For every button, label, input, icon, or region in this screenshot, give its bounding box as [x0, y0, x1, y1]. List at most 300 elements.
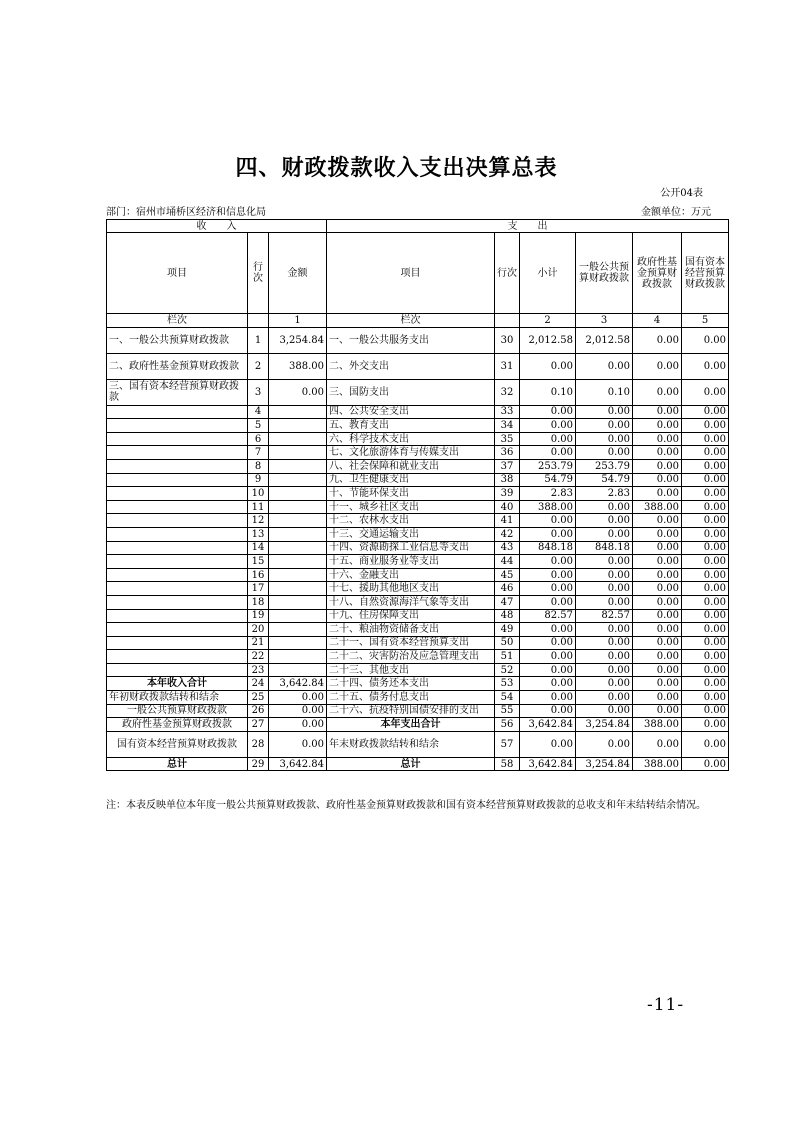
table-row [107, 757, 729, 771]
table-row [107, 541, 729, 555]
income-item: 年初财政拨款结转和结余 [107, 691, 248, 705]
fund-budget-value: 0.00 [633, 704, 682, 718]
table-row [107, 327, 729, 353]
state-capital-value: 0.00 [682, 446, 729, 460]
expense-line: 51 [495, 650, 520, 664]
income-item [107, 419, 248, 433]
income-amount [269, 514, 327, 528]
income-amount: 3,254.84 [269, 327, 327, 353]
column-index-label: 栏次 [107, 314, 248, 328]
expense-item: 十四、资源勘探工业信息等支出 [327, 541, 495, 555]
expense-line: 34 [495, 419, 520, 433]
income-line-header: 行次 [248, 233, 269, 314]
subtotal-value: 54.79 [520, 473, 576, 487]
income-line: 20 [248, 623, 269, 637]
income-item [107, 473, 248, 487]
subtotal-value: 0.00 [520, 432, 576, 446]
fund-budget-value: 0.00 [633, 487, 682, 501]
state-capital-value: 0.00 [682, 650, 729, 664]
subtotal-value: 82.57 [520, 609, 576, 623]
fund-budget-value: 0.00 [633, 379, 682, 405]
table-row [107, 691, 729, 705]
subtotal-value: 0.00 [520, 636, 576, 650]
income-item [107, 595, 248, 609]
fund-budget-value: 0.00 [633, 623, 682, 637]
general-budget-value: 253.79 [576, 459, 633, 473]
expense-item: 总计 [327, 757, 495, 771]
expense-item: 十一、城乡社区支出 [327, 500, 495, 514]
general-budget-header: 一般公共预算财政拨款 [576, 233, 633, 314]
table-row [107, 500, 729, 514]
general-budget-value: 82.57 [576, 609, 633, 623]
income-item [107, 500, 248, 514]
fund-budget-value: 0.00 [633, 459, 682, 473]
income-amount [269, 555, 327, 569]
expense-line: 49 [495, 623, 520, 637]
expense-line: 41 [495, 514, 520, 528]
general-budget-value: 0.00 [576, 582, 633, 596]
table-row [107, 473, 729, 487]
state-capital-value: 0.00 [682, 555, 729, 569]
subtotal-value: 0.00 [520, 663, 576, 677]
table-row [107, 663, 729, 677]
fund-budget-value: 0.00 [633, 650, 682, 664]
income-line: 21 [248, 636, 269, 650]
state-capital-value: 0.00 [682, 459, 729, 473]
general-budget-value: 3,254.84 [576, 757, 633, 771]
state-capital-value: 0.00 [682, 500, 729, 514]
expense-item: 七、文化旅游体育与传媒支出 [327, 446, 495, 460]
subtotal-value: 253.79 [520, 459, 576, 473]
expense-line: 45 [495, 568, 520, 582]
income-amount [269, 623, 327, 637]
subtotal-value: 3,642.84 [520, 757, 576, 771]
income-item [107, 432, 248, 446]
subtotal-value: 2,012.58 [520, 327, 576, 353]
income-item [107, 514, 248, 528]
expense-line: 48 [495, 609, 520, 623]
income-item: 政府性基金预算财政拨款 [107, 718, 248, 732]
expense-line: 31 [495, 353, 520, 379]
fund-budget-value: 388.00 [633, 757, 682, 771]
income-item [107, 527, 248, 541]
income-item [107, 636, 248, 650]
general-budget-value: 0.00 [576, 555, 633, 569]
income-line: 28 [248, 731, 269, 757]
income-line: 5 [248, 419, 269, 433]
income-item [107, 555, 248, 569]
income-item: 总计 [107, 757, 248, 771]
income-line: 13 [248, 527, 269, 541]
expense-line: 54 [495, 691, 520, 705]
subtotal-value: 388.00 [520, 500, 576, 514]
expense-line: 39 [495, 487, 520, 501]
income-line: 24 [248, 677, 269, 691]
fund-budget-value: 0.00 [633, 582, 682, 596]
expense-item: 十九、住房保障支出 [327, 609, 495, 623]
column-index: 3 [576, 314, 633, 328]
subtotal-value: 0.10 [520, 379, 576, 405]
table-row [107, 582, 729, 596]
general-budget-value: 54.79 [576, 473, 633, 487]
table-row [107, 595, 729, 609]
general-budget-value: 0.00 [576, 500, 633, 514]
income-item [107, 650, 248, 664]
income-amount [269, 636, 327, 650]
fund-budget-value: 0.00 [633, 595, 682, 609]
income-line: 3 [248, 379, 269, 405]
expense-line: 55 [495, 704, 520, 718]
subtotal-value: 0.00 [520, 419, 576, 433]
table-row [107, 650, 729, 664]
state-capital-value: 0.00 [682, 473, 729, 487]
expense-header: 支 出 [327, 220, 729, 233]
general-budget-value: 0.00 [576, 623, 633, 637]
general-budget-value: 0.00 [576, 636, 633, 650]
column-index-label: 栏次 [327, 314, 495, 328]
income-amount [269, 595, 327, 609]
fund-budget-value: 0.00 [633, 473, 682, 487]
expense-item: 十三、交通运输支出 [327, 527, 495, 541]
general-budget-value: 0.00 [576, 677, 633, 691]
column-index: 1 [269, 314, 327, 328]
expense-item: 年末财政拨款结转和结余 [327, 731, 495, 757]
subtotal-value: 0.00 [520, 527, 576, 541]
state-capital-value: 0.00 [682, 527, 729, 541]
expense-item: 三、国防支出 [327, 379, 495, 405]
subtotal-value: 0.00 [520, 650, 576, 664]
income-item: 国有资本经营预算财政拨款 [107, 731, 248, 757]
expense-item-header: 项目 [327, 233, 495, 314]
income-amount [269, 432, 327, 446]
table-row [107, 527, 729, 541]
state-capital-value: 0.00 [682, 677, 729, 691]
expense-item: 二十五、债务付息支出 [327, 691, 495, 705]
income-item [107, 568, 248, 582]
fund-budget-header: 政府性基金预算财政拨款 [633, 233, 682, 314]
subtotal-value: 0.00 [520, 704, 576, 718]
income-item: 本年收入合计 [107, 677, 248, 691]
income-line: 14 [248, 541, 269, 555]
table-row [107, 731, 729, 757]
expense-line: 46 [495, 582, 520, 596]
fund-budget-value: 0.00 [633, 432, 682, 446]
general-budget-value: 0.00 [576, 568, 633, 582]
expense-item: 十二、农林水支出 [327, 514, 495, 528]
table-row [107, 405, 729, 419]
table-row [107, 555, 729, 569]
subtotal-value: 0.00 [520, 691, 576, 705]
table-row [107, 704, 729, 718]
expense-line: 40 [495, 500, 520, 514]
table-row [107, 677, 729, 691]
general-budget-value: 0.00 [576, 731, 633, 757]
expense-line: 36 [495, 446, 520, 460]
general-budget-value: 0.00 [576, 405, 633, 419]
general-budget-value: 848.18 [576, 541, 633, 555]
expense-item: 二、外交支出 [327, 353, 495, 379]
amount-header: 金额 [269, 233, 327, 314]
income-amount [269, 419, 327, 433]
income-amount [269, 459, 327, 473]
expense-line: 57 [495, 731, 520, 757]
state-capital-value: 0.00 [682, 609, 729, 623]
income-amount [269, 650, 327, 664]
fund-budget-value: 0.00 [633, 541, 682, 555]
income-amount [269, 446, 327, 460]
expense-line: 42 [495, 527, 520, 541]
expense-item: 四、公共安全支出 [327, 405, 495, 419]
table-row [107, 623, 729, 637]
general-budget-value: 0.00 [576, 432, 633, 446]
subtotal-value: 0.00 [520, 446, 576, 460]
subtotal-value: 0.00 [520, 568, 576, 582]
footnote: 注：本表反映单位本年度一般公共预算财政拨款、政府性基金预算财政拨款和国有资本经营预算财政拨款的总收支和年末结转结余情况。 [106, 800, 706, 811]
income-amount [269, 663, 327, 677]
income-header: 收 入 [107, 220, 327, 233]
subtotal-value: 0.00 [520, 353, 576, 379]
state-capital-value: 0.00 [682, 353, 729, 379]
expense-item: 九、卫生健康支出 [327, 473, 495, 487]
income-item: 一、一般公共预算财政拨款 [107, 327, 248, 353]
income-line: 22 [248, 650, 269, 664]
income-amount [269, 568, 327, 582]
expense-line: 35 [495, 432, 520, 446]
income-line: 25 [248, 691, 269, 705]
subtotal-value: 0.00 [520, 405, 576, 419]
state-capital-value: 0.00 [682, 595, 729, 609]
income-item [107, 405, 248, 419]
department-label: 部门：宿州市埇桥区经济和信息化局 [106, 207, 266, 218]
state-capital-value: 0.00 [682, 691, 729, 705]
expense-line: 58 [495, 757, 520, 771]
state-capital-value: 0.00 [682, 327, 729, 353]
state-capital-value: 0.00 [682, 582, 729, 596]
state-capital-value: 0.00 [682, 757, 729, 771]
income-amount [269, 473, 327, 487]
general-budget-value: 0.00 [576, 353, 633, 379]
fund-budget-value: 0.00 [633, 555, 682, 569]
expense-line: 47 [495, 595, 520, 609]
general-budget-value: 2,012.58 [576, 327, 633, 353]
fund-budget-value: 0.00 [633, 405, 682, 419]
column-index: 5 [682, 314, 729, 328]
expense-line: 43 [495, 541, 520, 555]
table-row [107, 609, 729, 623]
expense-item: 二十一、国有资本经营预算支出 [327, 636, 495, 650]
state-capital-value: 0.00 [682, 663, 729, 677]
income-amount: 3,642.84 [269, 677, 327, 691]
general-budget-value: 0.00 [576, 514, 633, 528]
expense-line: 38 [495, 473, 520, 487]
income-line: 2 [248, 353, 269, 379]
general-budget-value: 0.00 [576, 595, 633, 609]
general-budget-value: 0.10 [576, 379, 633, 405]
income-line: 17 [248, 582, 269, 596]
income-item [107, 582, 248, 596]
income-line: 29 [248, 757, 269, 771]
table-row [107, 432, 729, 446]
table-row [107, 514, 729, 528]
subtotal-value: 0.00 [520, 555, 576, 569]
general-budget-value: 0.00 [576, 419, 633, 433]
expense-line: 52 [495, 663, 520, 677]
subtotal-value: 0.00 [520, 731, 576, 757]
income-item [107, 446, 248, 460]
subtotal-value: 0.00 [520, 595, 576, 609]
table-row [107, 379, 729, 405]
expense-item: 八、社会保障和就业支出 [327, 459, 495, 473]
income-line: 4 [248, 405, 269, 419]
state-capital-value: 0.00 [682, 623, 729, 637]
income-line: 23 [248, 663, 269, 677]
expense-item: 二十四、债务还本支出 [327, 677, 495, 691]
subtotal-value: 2.83 [520, 487, 576, 501]
income-item [107, 459, 248, 473]
state-capital-value: 0.00 [682, 704, 729, 718]
income-item: 三、国有资本经营预算财政拨款 [107, 379, 248, 405]
subtotal-value: 848.18 [520, 541, 576, 555]
fund-budget-value: 0.00 [633, 568, 682, 582]
income-line: 7 [248, 446, 269, 460]
table-row [107, 568, 729, 582]
state-capital-value: 0.00 [682, 568, 729, 582]
state-capital-value: 0.00 [682, 487, 729, 501]
column-index: 2 [520, 314, 576, 328]
income-line: 8 [248, 459, 269, 473]
general-budget-value: 0.00 [576, 663, 633, 677]
income-amount [269, 500, 327, 514]
income-item-header: 项目 [107, 233, 248, 314]
fund-budget-value: 0.00 [633, 663, 682, 677]
general-budget-value: 0.00 [576, 446, 633, 460]
income-item [107, 623, 248, 637]
expense-item: 十七、援助其他地区支出 [327, 582, 495, 596]
subtotal-header: 小计 [520, 233, 576, 314]
expense-item: 十八、自然资源海洋气象等支出 [327, 595, 495, 609]
general-budget-value: 0.00 [576, 650, 633, 664]
fund-budget-value: 0.00 [633, 527, 682, 541]
general-budget-value: 3,254.84 [576, 718, 633, 732]
expense-line: 33 [495, 405, 520, 419]
state-capital-value: 0.00 [682, 419, 729, 433]
income-line: 9 [248, 473, 269, 487]
expense-item: 二十六、抗疫特别国债安排的支出 [327, 704, 495, 718]
fund-budget-value: 0.00 [633, 327, 682, 353]
income-line: 12 [248, 514, 269, 528]
income-line: 16 [248, 568, 269, 582]
state-capital-value: 0.00 [682, 405, 729, 419]
fund-budget-value: 0.00 [633, 677, 682, 691]
income-amount [269, 405, 327, 419]
expense-line: 44 [495, 555, 520, 569]
expense-line: 56 [495, 718, 520, 732]
income-item [107, 541, 248, 555]
expense-item: 本年支出合计 [327, 718, 495, 732]
income-amount: 0.00 [269, 718, 327, 732]
expense-line: 53 [495, 677, 520, 691]
expense-item: 六、科学技术支出 [327, 432, 495, 446]
income-line: 6 [248, 432, 269, 446]
general-budget-value: 0.00 [576, 704, 633, 718]
general-budget-value: 0.00 [576, 527, 633, 541]
income-amount [269, 582, 327, 596]
table-row [107, 487, 729, 501]
subtotal-value: 0.00 [520, 514, 576, 528]
income-item: 二、政府性基金预算财政拨款 [107, 353, 248, 379]
fund-budget-value: 388.00 [633, 500, 682, 514]
income-line: 27 [248, 718, 269, 732]
income-amount: 0.00 [269, 731, 327, 757]
income-item [107, 663, 248, 677]
expense-item: 十六、金融支出 [327, 568, 495, 582]
table-row [107, 419, 729, 433]
income-item: 一般公共预算财政拨款 [107, 704, 248, 718]
income-amount [269, 609, 327, 623]
state-capital-value: 0.00 [682, 514, 729, 528]
expense-line: 50 [495, 636, 520, 650]
income-item [107, 609, 248, 623]
state-capital-value: 0.00 [682, 379, 729, 405]
fund-budget-value: 0.00 [633, 691, 682, 705]
expense-item: 一、一般公共服务支出 [327, 327, 495, 353]
subtotal-value: 0.00 [520, 582, 576, 596]
state-capital-value: 0.00 [682, 731, 729, 757]
expense-item: 五、教育支出 [327, 419, 495, 433]
state-capital-value: 0.00 [682, 541, 729, 555]
income-amount [269, 487, 327, 501]
income-line: 19 [248, 609, 269, 623]
general-budget-value: 0.00 [576, 691, 633, 705]
income-item [107, 487, 248, 501]
income-amount: 0.00 [269, 704, 327, 718]
table-row [107, 446, 729, 460]
general-budget-value: 2.83 [576, 487, 633, 501]
expense-item: 十五、商业服务业等支出 [327, 555, 495, 569]
subtotal-value: 3,642.84 [520, 718, 576, 732]
expense-line: 32 [495, 379, 520, 405]
page-title: 四、财政拨款收入支出决算总表 [235, 155, 558, 181]
income-line: 15 [248, 555, 269, 569]
state-capital-value: 0.00 [682, 432, 729, 446]
table-row [107, 459, 729, 473]
form-number: 公开04表 [660, 188, 703, 199]
income-line: 11 [248, 500, 269, 514]
income-amount: 0.00 [269, 691, 327, 705]
income-amount [269, 527, 327, 541]
table-row [107, 353, 729, 379]
expense-line: 30 [495, 327, 520, 353]
expense-item: 二十二、灾害防治及应急管理支出 [327, 650, 495, 664]
subtotal-value: 0.00 [520, 677, 576, 691]
income-line: 10 [248, 487, 269, 501]
expense-item: 十、节能环保支出 [327, 487, 495, 501]
fund-budget-value: 388.00 [633, 718, 682, 732]
fund-budget-value: 0.00 [633, 609, 682, 623]
expense-item: 二十、粮油物资储备支出 [327, 623, 495, 637]
expense-line: 37 [495, 459, 520, 473]
income-line: 1 [248, 327, 269, 353]
income-amount: 388.00 [269, 353, 327, 379]
page-number: -11- [647, 995, 685, 1015]
budget-table [106, 219, 729, 771]
fund-budget-value: 0.00 [633, 419, 682, 433]
column-index: 4 [633, 314, 682, 328]
fund-budget-value: 0.00 [633, 636, 682, 650]
state-capital-value: 0.00 [682, 718, 729, 732]
expense-line-header: 行次 [495, 233, 520, 314]
fund-budget-value: 0.00 [633, 731, 682, 757]
